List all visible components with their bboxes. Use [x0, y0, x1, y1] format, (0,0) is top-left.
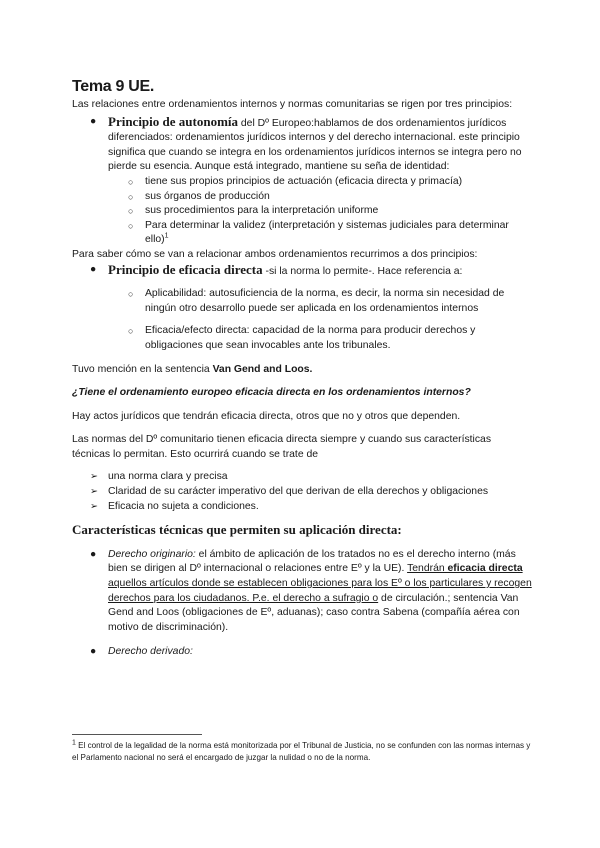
- arrow-bullet-icon: ➢: [90, 471, 98, 483]
- intro-paragraph: Las relaciones entre ordenamientos internos y normas comunitarias se rigen por tres principios:: [72, 99, 513, 110]
- list-item: ○ Eficacia/efecto directa: capacidad de la norma para producir derechos y obligaciones que sean invocables ante los tribunales.: [128, 325, 476, 351]
- list-item: ○ sus procedimientos para la interpretación uniforme: [72, 204, 532, 219]
- principle-heading: Principio de eficacia directa: [108, 261, 263, 277]
- para-saber: Para saber cómo se van a relacionar ambos ordenamientos recurrimos a dos principios:: [72, 248, 478, 260]
- arrow-bullet-icon: ➢: [90, 500, 98, 512]
- acts-paragraph: Hay actos jurídicos que tendrán eficacia directa, otros que no y otros que dependen.: [72, 410, 461, 422]
- question-heading: ¿Tiene el ordenamiento europeo eficacia directa en los ordenamientos internos?: [72, 387, 471, 399]
- circle-bullet-icon: ○: [128, 176, 134, 187]
- derived-law-item: ● Derecho derivado:: [72, 645, 532, 660]
- principle-text: del Dº Europeo:hablamos de dos ordenamientos jurídicos diferenciados: ordenamientos jurídicos internos y del derecho internacional. este principio significa que cuando se integra en los ordenamientos jurídicos internos se integra pero no pierde su esencia. Aunque está integrado, mantiene su seña de identidad:: [108, 117, 522, 173]
- circle-bullet-icon: ○: [128, 206, 134, 217]
- list-item: ➢ Eficacia no sujeta a condiciones.: [72, 500, 532, 515]
- footnote-ref[interactable]: 1: [164, 232, 169, 240]
- mention-paragraph: Tuvo mención en la sentencia Van Gend and Loos.: [72, 363, 313, 375]
- principle-heading: Principio de autonomía: [108, 113, 239, 129]
- principle-autonomy: [72, 115, 532, 175]
- section-heading: Características técnicas que permiten su aplicación directa:: [72, 522, 402, 538]
- principle-text: -si la norma lo permite-. Hace referencia a:: [262, 265, 463, 277]
- list-item: ○ Aplicabilidad: autosuficiencia de la norma, es decir, la norma sin necesidad de ningún otro desarrollo puede ser aplicada en los ordenamientos internos: [128, 288, 505, 314]
- document-body: [72, 78, 532, 660]
- footnote-divider: [72, 734, 202, 735]
- original-law-item: ● Derecho originario: el ámbito de aplicación de los tratados no es el derecho interno (más bien se dirigen al Dº internacional o relaciones entre Eº y la UE). Tendrán eficacia directa aquellos artículos donde se establecen obligaciones para los Eº o los particulares y recogen derechos para los ciudadanos. P.e. el derecho a sufragio o de circulación.; sentencia Van Gend and Loos (obligaciones de Eº, aduanas); caso contra Sabena (compañía aérea con motivo de discriminación).: [90, 548, 532, 633]
- list-item: ➢ una norma clara y precisa: [72, 470, 532, 485]
- bullet-icon: ●: [90, 548, 97, 560]
- circle-bullet-icon: ○: [128, 220, 134, 231]
- bullet-icon: ●: [90, 646, 97, 658]
- list-item: ➢ Claridad de su carácter imperativo del que derivan de ella derechos y obligaciones: [72, 485, 532, 500]
- list-item: ○ tiene sus propios principios de actuación (eficacia directa y primacía): [72, 175, 532, 190]
- footnote: [72, 740, 532, 763]
- list-item: ○ Para determinar la validez (interpretación y sistemas judiciales para determinar ello)$^1$: [128, 219, 509, 246]
- principle-direct-effect: [72, 263, 532, 280]
- arrow-bullet-icon: ➢: [90, 486, 98, 498]
- footnote-text: El control de la legalidad de la norma está monitorizada por el Tribunal de Justicia, no se confunden con las normas internas y el Parlamento nacional no será el encargado de juzgar la nulidad o no de la norma.: [72, 741, 531, 762]
- list-item: ○ sus órganos de producción: [72, 190, 532, 205]
- circle-bullet-icon: ○: [128, 191, 134, 202]
- circle-bullet-icon: ○: [128, 326, 134, 337]
- norms-paragraph: Las normas del Dº comunitario tienen eficacia directa siempre y cuando sus características técnicas lo permitan. Esto ocurrirá cuando se trate de: [72, 434, 492, 460]
- page-title: Tema 9 UE.: [72, 78, 155, 95]
- bullet-icon: ●: [90, 263, 97, 275]
- bullet-icon: ●: [90, 115, 97, 127]
- footnote-mark: 1: [72, 739, 76, 747]
- circle-bullet-icon: ○: [128, 289, 134, 300]
